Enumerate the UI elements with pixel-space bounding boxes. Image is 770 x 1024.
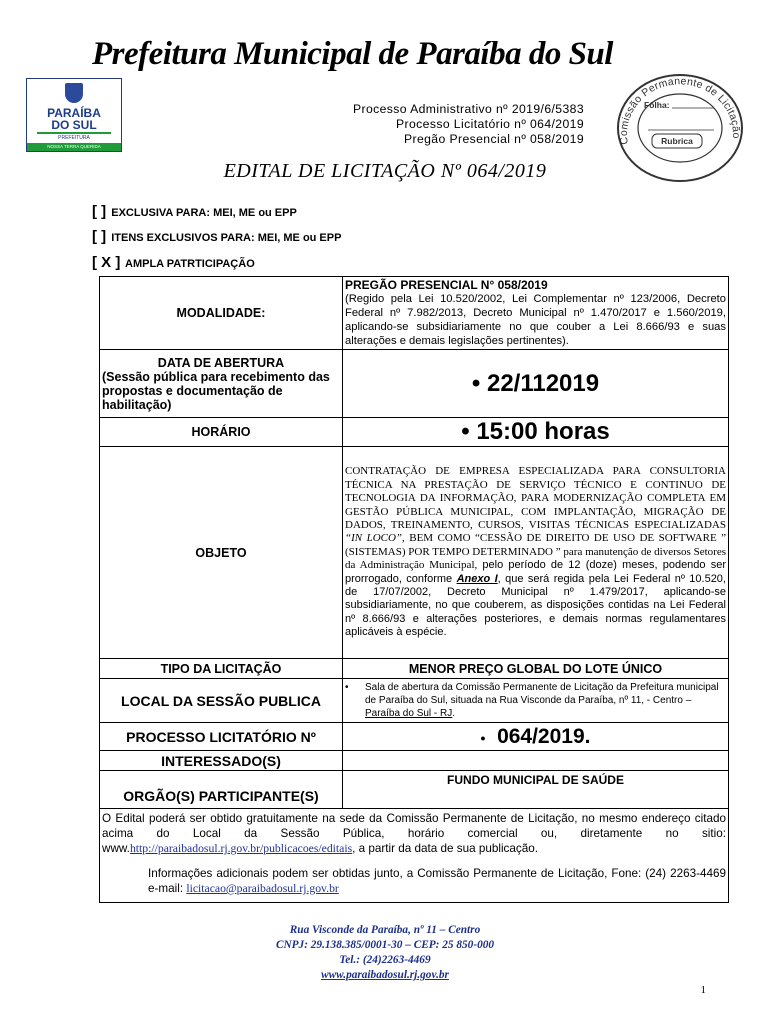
objeto-caps: CONTRATAÇÃO DE EMPRESA ESPECIALIZADA PARA CONSULTORIA TÉCNICA NA PRESTAÇÃO DE SERVIÇO TÉCNICO E CONTINUO DE TECNOLOGIA DA INFORMAÇÃO, PARA MODERNIZAÇÃO COMPLETA EM GESTÃO PÚBLICA MUNICIPAL,	[345, 465, 726, 518]
row-modalidade	[100, 277, 729, 350]
row-abertura	[100, 350, 729, 418]
local-text-c: .	[452, 708, 456, 719]
objeto-caps3: , BEM COMO “CESSÃO DE DIREITO DE USO DE SOFTWARE ” (SISTEMAS) POR TEMPO DETERMINADO ”	[345, 532, 727, 558]
value-objeto	[343, 447, 729, 659]
option-label: AMPLA PATRTICIPAÇÃO	[125, 258, 255, 270]
note-info-text: Informações adicionais podem ser obtidas junto, a Comissão Permanente de Licitação, Fone: (24) 2263-4469 e-mail:	[148, 867, 726, 895]
edital-summary-table	[99, 276, 729, 903]
stamp-ring-text: Comissão Permanente de Licitação	[617, 75, 743, 146]
value-processo: • 064/2019.	[343, 723, 729, 751]
row-notes	[100, 809, 729, 903]
modalidade-text: (Regido pela Lei 10.520/2002, Lei Complementar nº 123/2006, Decreto Federal nº 7.982/2013, Decreto Municipal nº 1.470/2017 e 1.560/2019, aplicando-se subsidiariamente no que couber a Lei 8.666/93 e suas alterações e demais legislações pertinentes).	[345, 293, 726, 347]
abertura-subtitle: (Sessão pública para recebimento das propostas e documentação de habilitação)	[102, 369, 330, 412]
footer-address: Rua Visconde da Paraíba, nº 11 – Centro	[289, 924, 481, 936]
municipality-logo	[26, 78, 122, 152]
objeto-rest3: , que será regida pela Lei Federal nº 10.520, de 17/07/2002, Decreto Municipal nº 1.479/2017, aplicando-se subsidiariamente, no que couberem, as disposições contidas na Lei Federal nº 8.666/93 e alterações posteriores, e demais normas regulamentares aplicáveis à espécie.	[345, 572, 726, 639]
objeto-caps2: COM IMPLANTAÇÃO, MIGRAÇÃO DE DADOS, TREINAMENTO, CURSOS, VISITAS TÉCNICAS ESPECIALIZADAS	[345, 505, 726, 531]
row-objeto	[100, 447, 729, 659]
logo-band	[27, 143, 121, 151]
footer-cnpj: CNPJ: 29.138.385/0001-30 – CEP: 25 850-000	[275, 939, 495, 951]
option-mark: [ X ]	[92, 254, 121, 271]
objeto-inloco: “IN LOCO”	[345, 532, 403, 545]
page-header-title: Prefeitura Municipal de Paraíba do Sul	[92, 36, 613, 72]
page-number: 1	[700, 984, 706, 996]
option-mark: [ ]	[92, 228, 107, 245]
editais-link[interactable]: http://paraibadosul.rj.gov.br/publicacoes/editais	[129, 842, 353, 855]
value-tipo: MENOR PREÇO GLOBAL DO LOTE ÚNICO	[343, 659, 729, 679]
objeto-rest1: para manutenção de diversos Setores da Administração Municipal,	[345, 545, 726, 572]
logo-line1: PARAÍBA	[47, 106, 101, 120]
label-modalidade: MODALIDADE:	[100, 277, 343, 350]
coat-of-arms-icon	[65, 83, 83, 103]
process-licitatorio: Processo Licitatório nº 064/2019	[396, 117, 584, 131]
value-horario: • 15:00 horas	[343, 418, 729, 447]
horario-time: 15:00 horas	[476, 418, 610, 445]
label-objeto: OBJETO	[100, 447, 343, 659]
label-local: LOCAL DA SESSÃO PUBLICA	[100, 679, 343, 723]
value-modalidade	[343, 277, 729, 350]
option-exclusiva	[92, 203, 297, 220]
option-mark: [ ]	[92, 203, 107, 220]
label-orgaos: ORGÃO(S) PARTICIPANTE(S)	[100, 771, 343, 809]
email-link[interactable]: licitacao@paraibadosul.rj.gov.br	[186, 882, 339, 895]
page-footer	[0, 923, 770, 983]
process-admin: Processo Administrativo nº 2019/6/5383	[352, 102, 584, 116]
note-edital-end: , a partir da data de sua publicação.	[352, 842, 538, 855]
note-info	[102, 866, 726, 896]
local-text-b: Paraíba do Sul - RJ	[365, 708, 453, 719]
label-processo: PROCESSO LICITATÓRIO Nº	[100, 723, 343, 751]
row-local	[100, 679, 729, 723]
logo-line2: DO SUL	[51, 118, 97, 132]
row-orgaos	[100, 771, 729, 809]
process-numbers	[353, 102, 584, 147]
stamp-rubrica: Rubrica	[661, 136, 693, 146]
row-interessados	[100, 751, 729, 771]
bullet-icon: •	[345, 682, 349, 693]
option-itens-exclusivos	[92, 228, 341, 245]
notes-cell	[100, 809, 729, 903]
value-local	[343, 679, 729, 723]
objeto-anexo: Anexo I	[456, 572, 498, 585]
modalidade-title: PREGÃO PRESENCIAL N° 058/2019	[345, 278, 548, 292]
footer-website[interactable]: www.paraibadosul.rj.gov.br	[321, 969, 449, 981]
label-abertura	[100, 350, 343, 418]
value-interessados	[343, 751, 729, 771]
edital-title: EDITAL DE LICITAÇÃO Nº 064/2019	[223, 160, 547, 182]
objeto-rest2: pelo período de 12 (doze) meses, podendo ser prorrogado, conforme	[345, 559, 727, 585]
option-label: ITENS EXCLUSIVOS PARA: MEI, ME ou EPP	[111, 232, 342, 244]
row-horario	[100, 418, 729, 447]
note-edital-text: O Edital poderá ser obtido gratuitamente na sede da Comissão Permanente de Licitação, no mesmo endereço citado acima do Local da Sessão Pública, horário comercial ou, diretamente no sitio: www.	[102, 812, 726, 855]
svg-text:Comissão Permanente de Licitaç	[618, 75, 742, 145]
logo-motto: NOSSA TERRA QUERIDA	[47, 144, 101, 149]
value-abertura: • 22/112019	[343, 350, 729, 418]
processo-number: 064/2019.	[497, 724, 591, 748]
note-edital	[102, 811, 726, 856]
footer-phone: Tel.: (24)2263-4469	[339, 954, 431, 966]
process-pregao: Pregão Presencial nº 058/2019	[403, 132, 584, 146]
stamp-folha: Fôlha:	[644, 100, 670, 110]
abertura-title: DATA DE ABERTURA	[157, 355, 285, 370]
option-label: EXCLUSIVA PARA: MEI, ME ou EPP	[111, 207, 297, 219]
label-tipo: TIPO DA LICITAÇÃO	[100, 659, 343, 679]
value-orgaos: FUNDO MUNICIPAL DE SAÚDE	[343, 771, 729, 809]
label-horario: HORÁRIO	[100, 418, 343, 447]
logo-sub: PREFEITURA	[58, 135, 90, 141]
logo-divider	[37, 132, 111, 134]
abertura-date: 22/112019	[486, 369, 600, 397]
option-ampla	[92, 254, 255, 271]
label-interessados: INTERESSADO(S)	[100, 751, 343, 771]
row-processo	[100, 723, 729, 751]
row-tipo	[100, 659, 729, 679]
local-text-a: Sala de abertura da Comissão Permanente de Licitação da Prefeitura municipal de Paraíba do Sul, situada na Rua Visconde da Paraíba, nº 11, - Centro –	[365, 682, 719, 706]
